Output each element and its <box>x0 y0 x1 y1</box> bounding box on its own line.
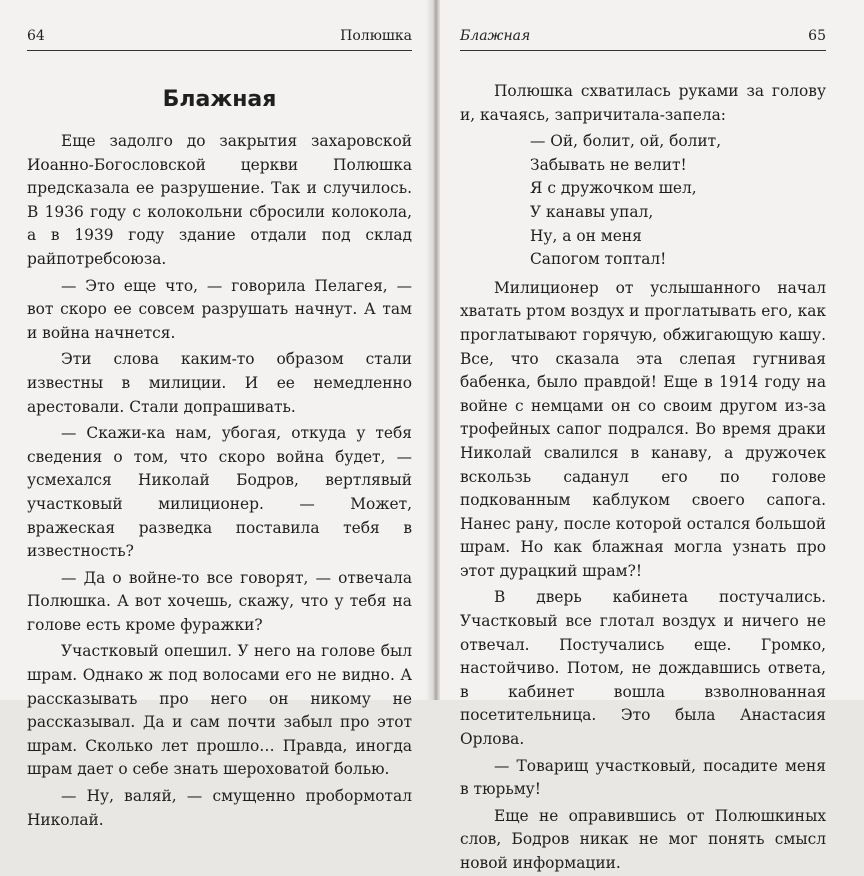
paragraph: Еще задолго до закрытия захаровской Иоанно-Богословской церкви Полюшка предсказала ее разрушение. Так и случилось. В 1936 году с колокольни сбросили колокола, а в 1939 году здание отдали под склад райпотребсоюза. <box>27 132 412 268</box>
poem-line: — Ой, болит, ой, болит, <box>530 132 722 151</box>
poem-line: Ну, а он меня <box>530 226 642 245</box>
right-page-number: 65 <box>808 28 826 44</box>
right-running-title: Блажная <box>460 28 531 44</box>
paragraph: Милиционер от услышанного начал хватать ртом воздух и проглатывать его, как проглатывают горячую, обжигающую кашу. Все, что сказала эта слепая гугнивая бабенка, было правдой! Еще в 1914 году на войне с немцами он со своим другом из-за трофейных сапог подрался. Во время драки Николай свалился в канаву, а дружочек вскользь саданул его по голове подкованным каблуком своего сапога. Нанес рану, после которой остался большой шрам. Но как блажная могла узнать про этот дурацкий шрам?! <box>460 278 826 580</box>
left-page-text <box>27 130 412 832</box>
right-page-text <box>460 80 826 876</box>
poem-line: Забывать не велит! <box>530 155 687 174</box>
paragraph: — Ну, валяй, — смущенно пробормотал Николай. <box>27 787 412 829</box>
left-page <box>0 0 432 829</box>
left-running-title: Полюшка <box>340 28 412 44</box>
poem-line: Сапогом топтал! <box>530 250 667 269</box>
poem-line: У канавы упал, <box>530 202 654 221</box>
paragraph: — Скажи-ка нам, убогая, откуда у тебя сведения о том, что скоро война будет, — усмехался Николай Бодров, вертлявый участковый милиционер. — Может, вражеская разведка поставила тебя в известность? <box>27 424 412 561</box>
left-running-head <box>27 28 412 51</box>
paragraph: Еще не оправившись от Полюшкиных слов, Бодров никак не мог понять смысл новой информации. <box>460 806 826 872</box>
paragraph: В дверь кабинета постучались. Участковый все глотал воздух и ничего не отвечал. Постучались еще. Громко, настойчиво. Потом, не дождавшись ответа, в кабинет вошла взволнованная посетительница. Это была Анастасия Орлова. <box>460 588 826 749</box>
paragraph: Участковый опешил. У него на голове был шрам. Однако ж под волосами его не видно. А рассказывать про него он никому не рассказывал. Да и сам почти забыл про этот шрам. Сколько лет прошло… Правда, иногда шрам дает о себе знать шероховатой болью. <box>27 642 412 779</box>
paragraph: Полюшка схватилась руками за голову и, качаясь, запричитала-запела: <box>460 82 826 124</box>
paragraph: — Товарищ участковый, посадите меня в тюрьму! <box>460 756 826 799</box>
paragraph: — Да о войне-то все говорят, — отвечала Полюшка. А вот хочешь, скажу, что у тебя на голове есть кроме фуражки? <box>27 568 412 634</box>
poem-line: Я с дружочком шел, <box>530 179 697 198</box>
poem <box>530 130 826 272</box>
right-page <box>440 0 864 872</box>
paragraph: — Это еще что, — говорила Пелагея, — вот скоро ее совсем разрушать начнут. А там и война начнется. <box>27 276 412 342</box>
left-page-number: 64 <box>27 28 45 44</box>
paragraph: Эти слова каким-то образом стали известны в милиции. И ее немедленно арестовали. Стали допрашивать. <box>27 350 412 416</box>
chapter-title: Блажная <box>162 87 277 112</box>
right-running-head <box>460 28 826 51</box>
